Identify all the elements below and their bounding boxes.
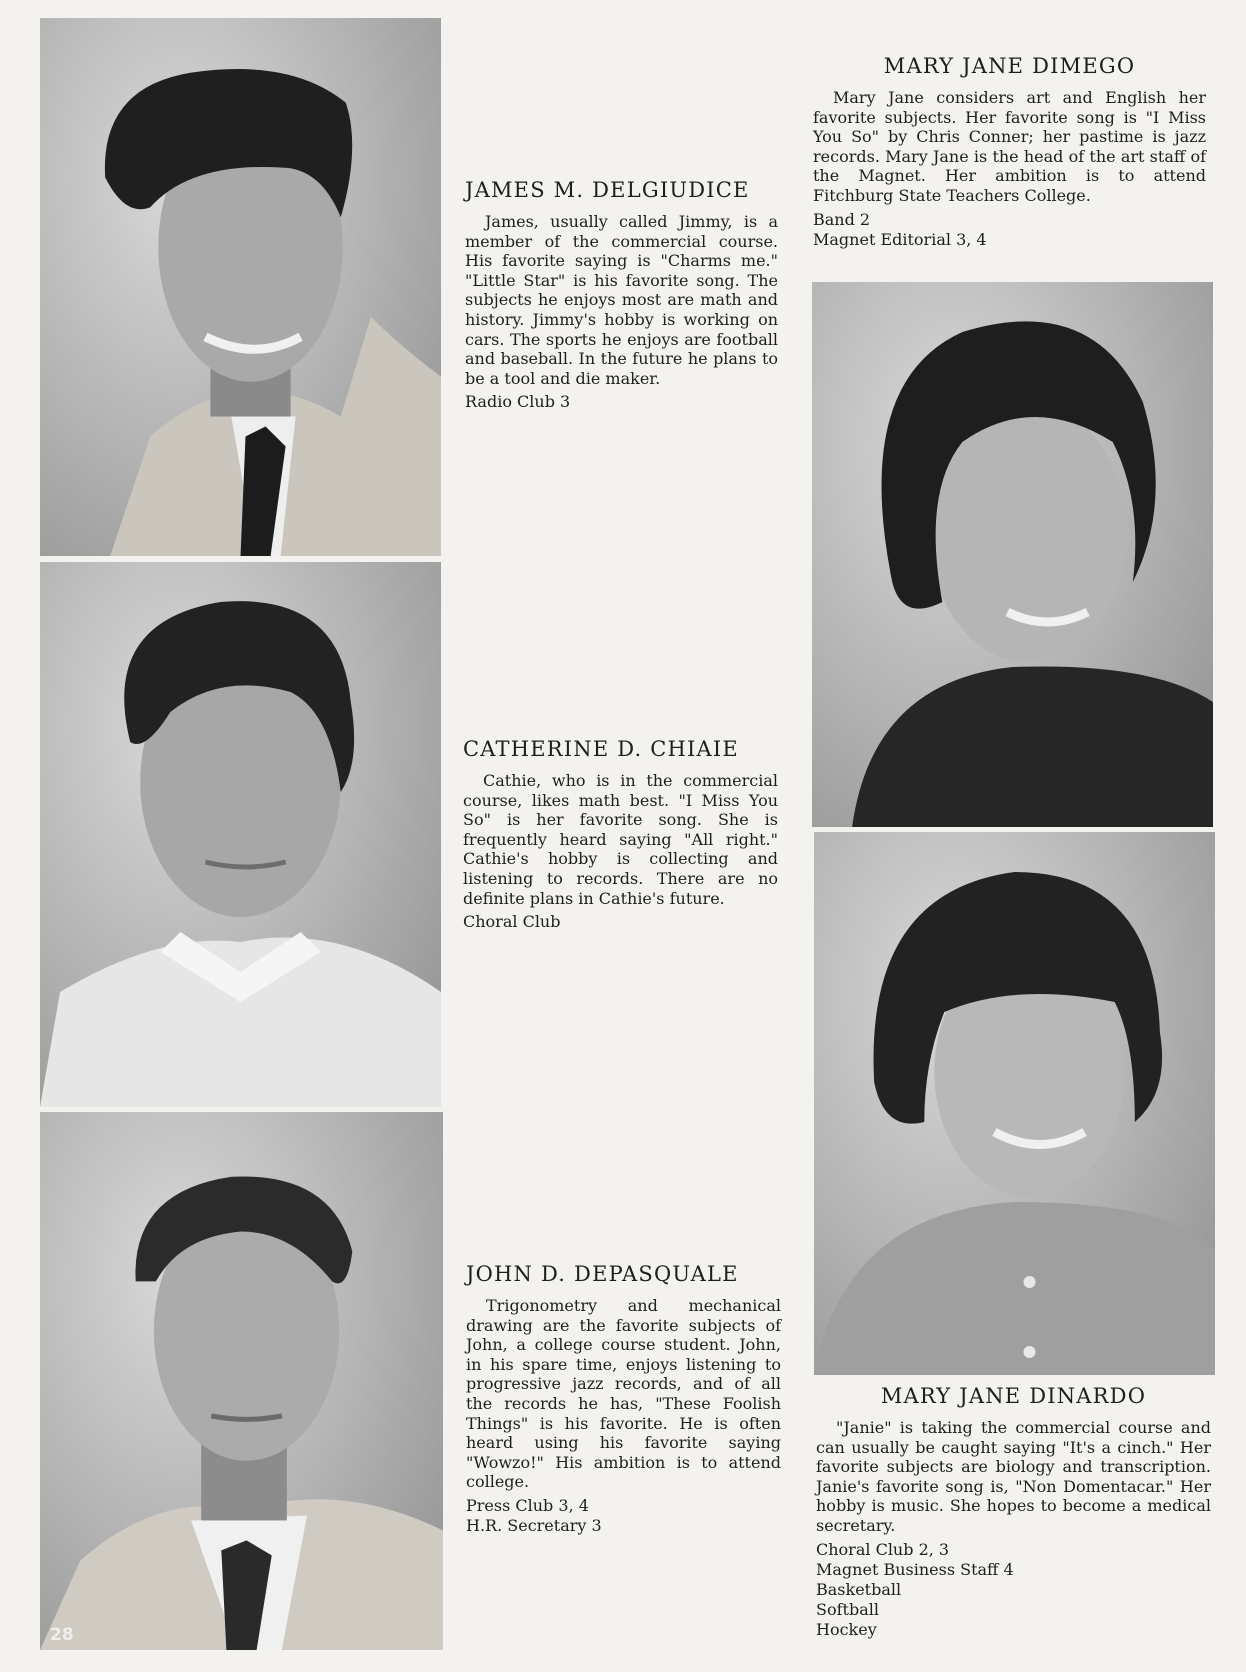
- student-entry-mary-jane-dinardo: [816, 1384, 1211, 1640]
- student-entry-catherine-chiaie: [463, 737, 778, 932]
- portrait-photo-john-depasquale: [40, 1112, 443, 1650]
- student-bio: James, usually called Jimmy, is a member of the commercial course. His favorite saying is "Charms me." "Little Star" is his favorite song. The subjects he enjoys most are math and history. Jimmy's hobby is working on cars. The sports he enjoys are football and baseball. In the future he plans to be a tool and die maker.: [465, 212, 778, 388]
- student-name: CATHERINE D. CHIAIE: [463, 737, 739, 761]
- activity-item: Basketball: [816, 1579, 902, 1599]
- student-entry-john-depasquale: [466, 1262, 781, 1536]
- student-bio: "Janie" is taking the commercial course and can usually be caught saying "It's a cinch." Her favorite subjects are biology and transcription. Janie's favorite song is, "Non Domentacar." Her hobby is music. She hopes to become a medical secretary.: [816, 1418, 1211, 1535]
- activity-item: Magnet Editorial 3, 4: [813, 229, 987, 249]
- activity-item: Press Club 3, 4: [466, 1495, 589, 1515]
- student-name: MARY JANE DIMEGO: [883, 54, 1136, 78]
- activities-list: [463, 912, 778, 932]
- student-bio: Mary Jane considers art and English her favorite subjects. Her favorite song is "I Miss You So" by Chris Conner; her pastime is jazz records. Mary Jane is the head of the art staff of the Magnet. Her ambition is to attend Fitchburg State Teachers College.: [813, 88, 1206, 205]
- activity-item: Band 2: [813, 209, 871, 229]
- portrait-photo-catherine-chiaie: [40, 562, 441, 1107]
- portrait-photo-mary-jane-dinardo: [814, 832, 1215, 1375]
- activity-item: Choral Club: [463, 912, 561, 932]
- student-entry-james-delgiudice: [465, 178, 778, 412]
- student-bio: Trigonometry and mechanical drawing are the favorite subjects of John, a college course student. John, in his spare time, enjoys listening to progressive jazz records, and of all the records he has, "These Foolish Things" is his favorite. He is often heard using his favorite saying "Wowzo!" His ambition is to attend college.: [466, 1296, 781, 1492]
- activity-item: Choral Club 2, 3: [816, 1539, 950, 1559]
- student-name: MARY JANE DINARDO: [880, 1384, 1147, 1408]
- activities-list: [816, 1540, 1211, 1640]
- page-number: 28: [50, 1625, 74, 1645]
- activity-item: H.R. Secretary 3: [466, 1515, 602, 1535]
- activity-item: Hockey: [816, 1619, 877, 1639]
- activity-item: Softball: [816, 1599, 879, 1619]
- student-name: JAMES M. DELGIUDICE: [465, 178, 750, 202]
- portrait-photo-mary-jane-dimego: [812, 282, 1213, 827]
- activities-list: [465, 392, 778, 412]
- student-bio: Cathie, who is in the commercial course, likes math best. "I Miss You So" is her favorite song. She is frequently heard saying "All right." Cathie's hobby is collecting and listening to records. There are no definite plans in Cathie's future.: [463, 771, 778, 908]
- portrait-photo-james-delgiudice: [40, 18, 441, 556]
- student-name: JOHN D. DEPASQUALE: [466, 1262, 739, 1286]
- activities-list: [466, 1496, 781, 1536]
- activity-item: Radio Club 3: [465, 392, 571, 412]
- student-entry-mary-jane-dimego: [813, 54, 1206, 250]
- activities-list: [813, 210, 1206, 250]
- activity-item: Magnet Business Staff 4: [816, 1559, 1014, 1579]
